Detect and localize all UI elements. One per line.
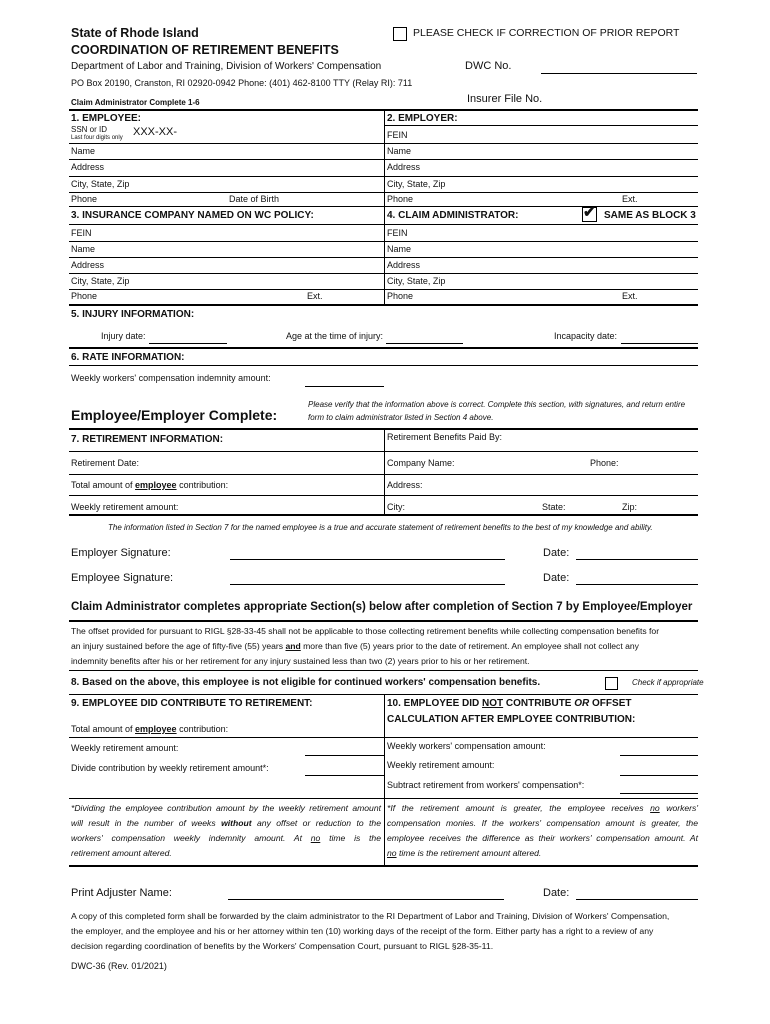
- s10-weekly-retirement-field[interactable]: [620, 775, 698, 776]
- adjuster-date-label: Date:: [543, 887, 570, 899]
- employee-address-label: Address: [71, 162, 105, 172]
- employer-name-label: Name: [387, 146, 412, 156]
- dwc-no-field[interactable]: [541, 73, 697, 74]
- section-9-10-divider: [384, 695, 385, 865]
- grid-bottom-border: [69, 304, 698, 306]
- insurer-city-label: City, State, Zip: [71, 276, 130, 286]
- claim-admin-heading: Claim Administrator completes appropriate Section(s) below after completion of Section 7 by Employee/Employer: [71, 601, 693, 613]
- s10-subtract-label: Subtract retirement from workers' compensation*:: [387, 780, 585, 790]
- section-8-checkbox[interactable]: [605, 677, 618, 690]
- employer-signature-label: Employer Signature:: [71, 547, 171, 559]
- employer-signature-field[interactable]: [230, 559, 505, 560]
- check-mark-icon: ✔: [583, 204, 596, 221]
- adjuster-date-field[interactable]: [576, 899, 698, 900]
- admin-fein-label: FEIN: [387, 228, 408, 238]
- row-divider: [384, 159, 698, 160]
- row-divider: [69, 289, 698, 290]
- section-10-title: 10. EMPLOYEE DID NOT CONTRIBUTE OR OFFSET: [387, 698, 632, 709]
- insurer-phone-label: Phone: [71, 291, 98, 301]
- insurer-address-label: Address: [71, 260, 105, 270]
- section-4-title: 4. CLAIM ADMINISTRATOR:: [387, 210, 519, 221]
- row-divider: [69, 159, 384, 160]
- section-7-title: 7. RETIREMENT INFORMATION:: [71, 434, 224, 445]
- s10-weekly-wc-label: Weekly workers' compensation amount:: [387, 741, 546, 751]
- employee-employer-heading: Employee/Employer Complete:: [71, 407, 278, 423]
- employer-date-label: Date:: [543, 547, 570, 559]
- row-divider: [69, 143, 384, 144]
- verify-instruction-2: form to claim administrator listed in Section 4 above.: [308, 413, 494, 422]
- form-title: COORDINATION OF RETIREMENT BENEFITS: [71, 43, 339, 57]
- employee-name-label: Name: [71, 146, 96, 156]
- insurer-fein-label: FEIN: [71, 228, 92, 238]
- employee-contribution-label: Total amount of employee contribution:: [71, 480, 229, 490]
- row-divider: [69, 241, 698, 242]
- employee-date-field[interactable]: [576, 584, 698, 585]
- s10-subtract-field[interactable]: [620, 793, 698, 794]
- row-divider: [69, 273, 698, 274]
- incapacity-date-field[interactable]: [621, 343, 698, 344]
- row-divider: [69, 798, 698, 799]
- employee-city-label: City, State, Zip: [71, 179, 130, 189]
- row-divider: [69, 451, 698, 452]
- distribution-paragraph: A copy of this completed form shall be forwarded by the claim administrator to the RI Department of Labor and Training, Division of Workers' Compensation, the employer, and the employee and his or her attorney within ten (10) working days of the receipt of the form. Either party has a right to a review of any decision regarding coordination of benefits by the Workers' Compensation Court, pursuant to RIGL §28-35-11.: [71, 911, 670, 951]
- correction-checkbox[interactable]: [393, 27, 407, 41]
- row-divider: [69, 176, 384, 177]
- insurer-name-label: Name: [71, 244, 96, 254]
- ssn-hint: Last four digits only: [71, 135, 123, 141]
- row-divider: [69, 737, 698, 738]
- row-divider: [69, 474, 698, 475]
- admin-ext-label: Ext.: [622, 291, 638, 301]
- employee-signature-label: Employee Signature:: [71, 572, 174, 584]
- row-divider: [69, 495, 698, 496]
- company-phone-label: Phone:: [590, 458, 619, 468]
- section-7-divider: [384, 429, 385, 514]
- company-address-label: Address:: [387, 480, 423, 490]
- employee-phone-label: Phone: [71, 194, 98, 204]
- row-divider: [384, 192, 698, 193]
- weekly-indemnity-field[interactable]: [305, 386, 384, 387]
- section-5-title: 5. INJURY INFORMATION:: [71, 309, 195, 320]
- weekly-indemnity-label: Weekly workers' compensation indemnity amount:: [71, 373, 271, 383]
- age-at-injury-label: Age at the time of injury:: [286, 331, 384, 341]
- insurer-ext-label: Ext.: [307, 291, 323, 301]
- s9-divide-field[interactable]: [305, 775, 384, 776]
- offset-paragraph: The offset provided for pursuant to RIGL §28-33-45 shall not be applicable to those collecting retirement benefits while collecting compensation benefits for an injury sustained before the age of fifty-five (55) years and more than five (5) years prior to the date of retirement. An employee shall not collect any indemnity benefits after his or her retirement for any injury sustained less than two (2) years prior to his or her retirement.: [71, 626, 660, 666]
- claim-admin-complete-note: Claim Administrator Complete 1-6: [71, 98, 200, 107]
- ssn-value[interactable]: XXX-XX-: [133, 126, 178, 138]
- employer-city-label: City, State, Zip: [387, 179, 446, 189]
- row-divider: [384, 125, 698, 126]
- dwc-no-label: DWC No.: [465, 60, 512, 72]
- s9-footnote: *Dividing the employee contribution amount by the weekly retirement amount will result in the number of weeks without any offset or reduction to the workers' compensation weekly indemnity amount. At no time is the retirement amount altered.: [71, 803, 381, 858]
- row-divider: [384, 143, 698, 144]
- employee-dob-label: Date of Birth: [229, 194, 280, 204]
- section-9-10-bottom-border: [69, 865, 698, 867]
- section-7-bottom-border: [69, 514, 698, 516]
- section-3-title: 3. INSURANCE COMPANY NAMED ON WC POLICY:: [71, 210, 314, 221]
- row-divider: [384, 176, 698, 177]
- section-6-title: 6. RATE INFORMATION:: [71, 352, 185, 363]
- s9-weekly-retirement-field[interactable]: [305, 755, 384, 756]
- admin-city-label: City, State, Zip: [387, 276, 446, 286]
- section-7-statement: The information listed in Section 7 for the named employee is a true and accurate statement of retirement benefits to the best of my knowledge and ability.: [108, 523, 653, 532]
- injury-date-label: Injury date:: [101, 331, 146, 341]
- verify-instruction-1: Please verify that the information above is correct. Complete this section, with signatures, and return entire: [308, 400, 686, 409]
- section-2-title: 2. EMPLOYER:: [387, 113, 458, 124]
- s10-weekly-retirement-label: Weekly retirement amount:: [387, 760, 495, 770]
- grid-center-divider: [384, 110, 385, 305]
- employer-fein-label: FEIN: [387, 130, 408, 140]
- section-8-check-label: Check if appropriate: [632, 678, 704, 687]
- company-state-label: State:: [542, 502, 566, 512]
- weekly-retirement-label: Weekly retirement amount:: [71, 502, 179, 512]
- age-at-injury-field[interactable]: [386, 343, 463, 344]
- employer-address-label: Address: [387, 162, 421, 172]
- row-divider: [69, 224, 698, 225]
- state-name: State of Rhode Island: [71, 26, 199, 40]
- row-divider: [69, 365, 698, 366]
- row-divider: [69, 257, 698, 258]
- ssn-label: SSN or ID: [71, 125, 108, 134]
- retirement-date-label: Retirement Date:: [71, 458, 140, 468]
- s9-contribution-label: Total amount of employee contribution:: [71, 724, 229, 734]
- offset-top-border: [69, 620, 698, 622]
- row-divider: [69, 670, 698, 671]
- injury-date-field[interactable]: [149, 343, 227, 344]
- section-10-title-line-2: CALCULATION AFTER EMPLOYEE CONTRIBUTION:: [387, 714, 636, 725]
- employer-phone-label: Phone: [387, 194, 414, 204]
- s9-weekly-retirement-label: Weekly retirement amount:: [71, 743, 179, 753]
- admin-address-label: Address: [387, 260, 421, 270]
- admin-phone-label: Phone: [387, 291, 414, 301]
- company-city-label: City:: [387, 502, 405, 512]
- form-revision: DWC-36 (Rev. 01/2021): [71, 961, 167, 971]
- insurer-file-label: Insurer File No.: [467, 93, 543, 105]
- section-9-title: 9. EMPLOYEE DID CONTRIBUTE TO RETIREMENT:: [71, 698, 313, 709]
- row-divider: [69, 206, 698, 207]
- correction-label: PLEASE CHECK IF CORRECTION OF PRIOR REPORT: [413, 27, 680, 39]
- employer-date-field[interactable]: [576, 559, 698, 560]
- section-divider: [69, 347, 698, 349]
- employee-date-label: Date:: [543, 572, 570, 584]
- department: Department of Labor and Training, Division of Workers' Compensation: [71, 61, 382, 72]
- s9-divide-label: Divide contribution by weekly retirement amount*:: [71, 763, 269, 773]
- adjuster-name-field[interactable]: [228, 899, 504, 900]
- s10-weekly-wc-field[interactable]: [620, 755, 698, 756]
- company-zip-label: Zip:: [622, 502, 638, 512]
- employer-ext-label: Ext.: [622, 194, 638, 204]
- section-8-statement: 8. Based on the above, this employee is not eligible for continued workers' compensation benefits.: [71, 677, 541, 688]
- employee-signature-field[interactable]: [230, 584, 505, 585]
- paid-by-label: Retirement Benefits Paid By:: [387, 432, 503, 442]
- section-1-title: 1. EMPLOYEE:: [71, 113, 142, 124]
- admin-name-label: Name: [387, 244, 412, 254]
- same-as-block-3-label: SAME AS BLOCK 3: [604, 210, 696, 221]
- s10-footnote: *If the retirement amount is greater, the employee receives no workers' compensation monies. If the workers' compensation amount is greater, the employee receives the difference as their workers' compensation amount. At no time is the retirement amount altered.: [387, 803, 698, 858]
- incapacity-date-label: Incapacity date:: [554, 331, 618, 341]
- row-divider: [69, 192, 384, 193]
- contact-line: PO Box 20190, Cranston, RI 02920-0942 Phone: (401) 462-8100 TTY (Relay RI): 711: [71, 78, 413, 88]
- company-name-label: Company Name:: [387, 458, 455, 468]
- adjuster-name-label: Print Adjuster Name:: [71, 887, 172, 899]
